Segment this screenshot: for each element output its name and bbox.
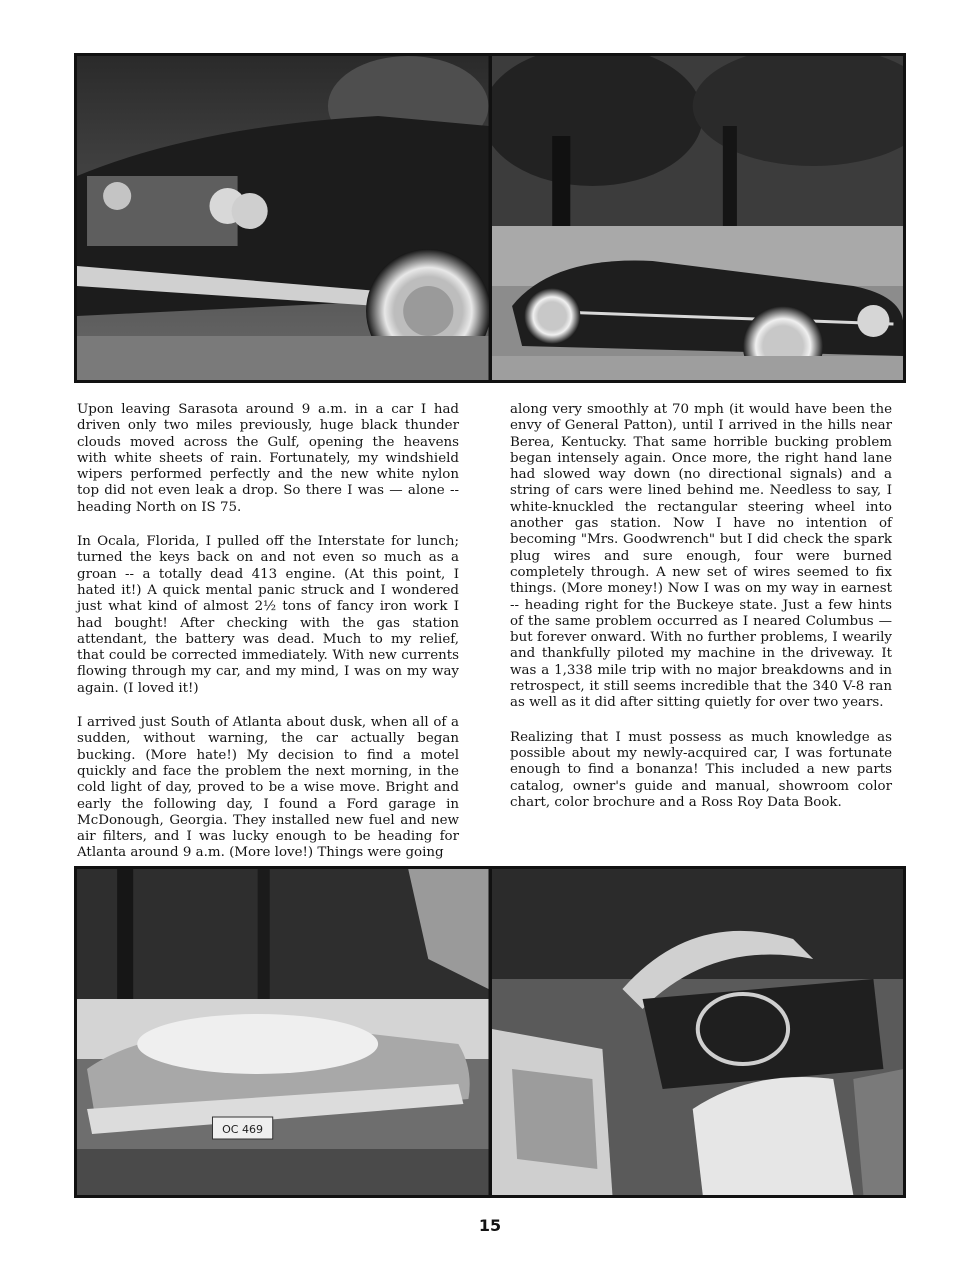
bottom-photo-strip: [74, 866, 906, 1198]
car-front-illustration: [77, 56, 489, 380]
article-left-column: [77, 402, 459, 880]
license-plate-text: OC 469: [222, 1123, 264, 1136]
photo-front-grille: [77, 56, 489, 380]
article-right-column: [510, 402, 892, 829]
car-rear-illustration: [77, 869, 489, 1195]
top-photo-strip: [74, 53, 906, 383]
photo-convertible-side: [492, 56, 904, 380]
article-paragraph: Realizing that I must possess as much knowledge as possible about my newly-acquired car, I was fortunate enough to find a bonanza! This included a new parts catalog, owner's guide and manual, showroom color chart, color brochure and a Ross Roy Data Book.: [510, 729, 892, 810]
article-paragraph: In Ocala, Florida, I pulled off the Interstate for lunch; turned the keys back on and not even so much as a groan -- a totally dead 413 engine. (At this point, I hated it!) A quick mental panic struck and I wondered just what kind of almost 2½ tons of fancy iron work I had bought! After checking with the gas station attendant, the battery was dead. Much to my relief, that could be corrected immediately. With new currents flowing through my car, and my mind, I was on my way again. (I loved it!): [77, 534, 459, 696]
photo-interior: [492, 869, 904, 1195]
article-paragraph: I arrived just South of Atlanta about dusk, when all of a sudden, without warning, the car actually began bucking. (More hate!) My decision to find a motel quickly and face the problem the next morning, in the cold light of day, proved to be a wise move. Bright and early the following day, I found a Ford garage in McDonough, Georgia. They installed new fuel and new air filters, and I was lucky enough to be heading for Atlanta around 9 a.m. (More love!) Things were going: [77, 715, 459, 861]
article-paragraph: Upon leaving Sarasota around 9 a.m. in a car I had driven only two miles previously, huge black thunder clouds moved across the Gulf, opening the heavens with white sheets of rain. Fortunately, my windshield wipers performed perfectly and the new white nylon top did not even leak a drop. So there I was — alone -- heading North on IS 75.: [77, 402, 459, 515]
article-paragraph: along very smoothly at 70 mph (it would have been the envy of General Patton), until I arrived in the hills near Berea, Kentucky. That same horrible bucking problem began intensely again. Once more, the right hand lane had slowed way down (no directional signals) and a string of cars were lined behind me. Needless to say, I white-knuckled the rectangular steering wheel into another gas station. Now I have no intention of becoming "Mrs. Goodwrench" but I did check the spark plug wires and sure enough, four were burned completely through. A new set of wires seemed to fix things. (More money!) Now I was on my way in earnest -- heading right for the Buckeye state. Just a few hints of the same problem occurred as I neared Columbus — but forever onward. With no further problems, I wearily and thankfully piloted my machine in the driveway. It was a 1,338 mile trip with no major breakdowns and in retrospect, it still seems incredible that the 340 V-8 ran as well as it did after sitting quietly for over two years.: [510, 402, 892, 711]
car-side-illustration: [492, 56, 904, 380]
page-number: 15: [478, 1216, 502, 1235]
car-interior-illustration: [492, 869, 904, 1195]
photo-convertible-rear: [77, 869, 489, 1195]
